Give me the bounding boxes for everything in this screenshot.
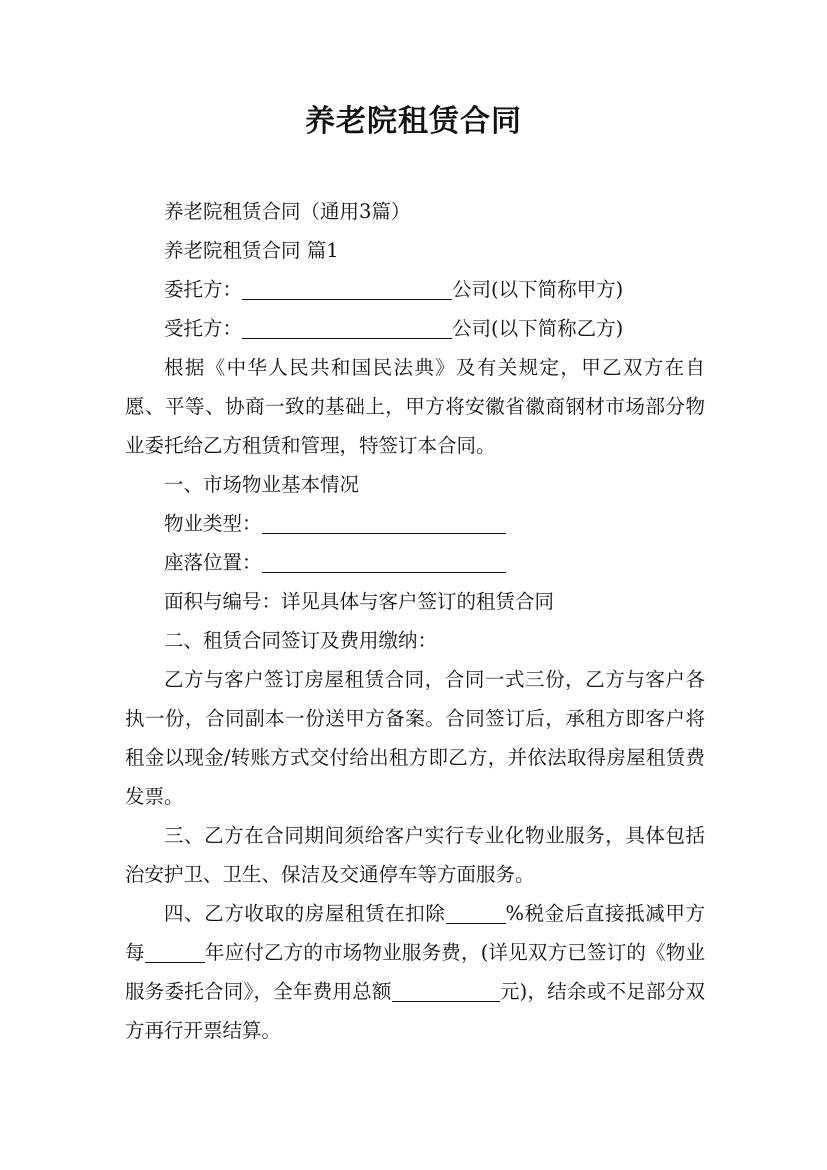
document-body xyxy=(125,192,705,1050)
property-type-blank xyxy=(262,513,506,534)
section4-text-4: 元)，结余或不足部分双方再行开票结算。 xyxy=(125,980,705,1042)
location-line xyxy=(125,543,705,582)
location-label: 座落位置： xyxy=(164,551,262,574)
property-type-line xyxy=(125,504,705,543)
year-blank xyxy=(145,942,205,963)
tax-rate-blank xyxy=(446,903,506,924)
section4-text-1: 四、乙方收取的房屋租赁在扣除 xyxy=(164,902,446,925)
document-title: 养老院租赁合同 xyxy=(305,104,522,139)
section2-heading: 二、租赁合同签订及费用缴纳： xyxy=(164,629,438,652)
section3-paragraph: 三、乙方在合同期间须给客户实行专业化物业服务，具体包括治安护卫、卫生、保洁及交通停车等方面服务。 xyxy=(125,824,705,886)
trustee-label: 受托方： xyxy=(164,317,243,340)
property-type-label: 物业类型： xyxy=(164,512,262,535)
location-blank xyxy=(262,552,506,573)
intro-paragraph: 根据《中华人民共和国民法典》及有关规定，甲乙双方在自愿、平等、协商一致的基础上，甲方将安徽省徽商钢材市场部分物业委托给乙方租赁和管理，特签订本合同。 xyxy=(125,356,705,457)
section1-heading: 一、市场物业基本情况 xyxy=(164,473,360,496)
document-subtitle: 养老院租赁合同（通用3篇） xyxy=(164,200,411,223)
client-name-blank xyxy=(242,279,452,300)
section2-paragraph: 乙方与客户签订房屋租赁合同，合同一式三份，乙方与客户各执一份，合同副本一份送甲方备案。合同签订后，承租方即客户将租金以现金/转账方式交付给出租方即乙方，并依法取得房屋租赁费发票。 xyxy=(125,668,705,808)
trustee-party-line xyxy=(125,309,705,348)
section4-text-3: 年应付乙方的市场物业服务费，(详见双方已签订的《物业服务委托合同》，全年费用总额 xyxy=(125,941,705,1003)
total-fee-blank xyxy=(392,981,500,1002)
client-label: 委托方： xyxy=(164,278,243,301)
trustee-name-blank xyxy=(242,318,452,339)
client-party-line xyxy=(125,270,705,309)
section-heading: 养老院租赁合同 篇1 xyxy=(164,239,339,262)
area-number-line: 面积与编号：详见具体与客户签订的租赁合同 xyxy=(164,590,555,613)
section4-paragraph xyxy=(125,894,705,1050)
client-suffix: 公司(以下简称甲方) xyxy=(452,278,624,301)
section4-text-2: %税金后直接抵减甲方每 xyxy=(125,902,705,964)
trustee-suffix: 公司(以下简称乙方) xyxy=(452,317,624,340)
